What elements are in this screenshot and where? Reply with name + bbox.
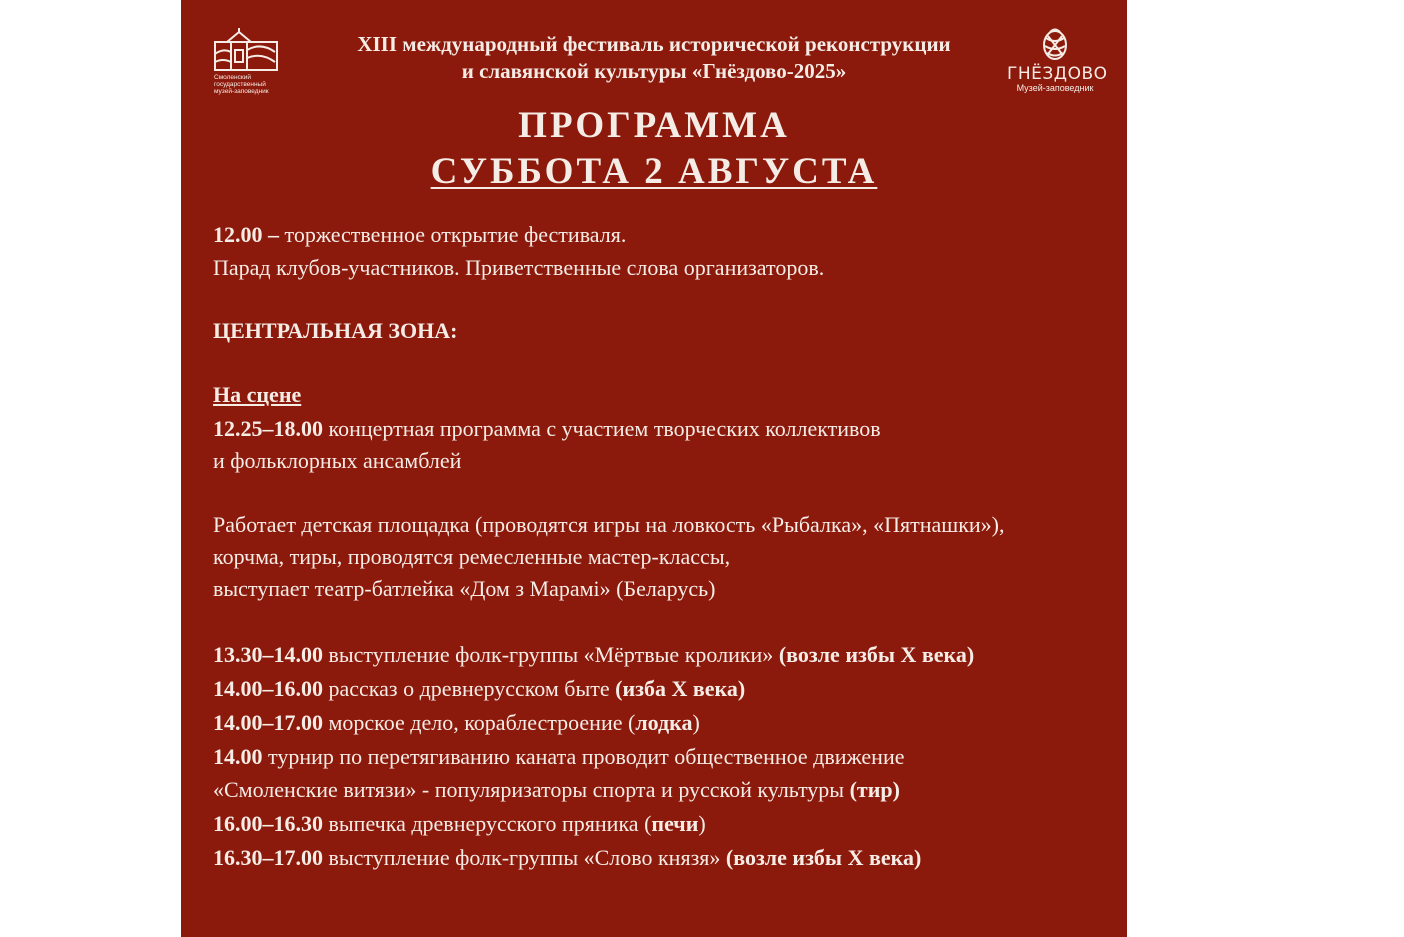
museum-building-icon [213, 28, 279, 72]
schedule-time: 13.30–14.00 [213, 642, 323, 667]
schedule-text: «Смоленские витязи» - популяризаторы спорта и русской культуры [213, 777, 850, 802]
program-poster [181, 0, 1127, 937]
program-title: ПРОГРАММА [518, 105, 790, 146]
museum-logo [211, 28, 281, 95]
stage-time: 12.25–18.00 [213, 416, 323, 441]
works-line-2: корчма, тиры, проводятся ремесленные мастер-классы, [213, 544, 731, 569]
schedule-close: ) [698, 811, 706, 836]
program-date [181, 149, 1127, 194]
festival-title [291, 31, 1017, 85]
works-line-1: Работает детская площадка (проводятся игры на ловкость «Рыбалка», «Пятнашки»), [213, 512, 1005, 537]
opening-line-2: Парад клубов-участников. Приветственные слова организаторов. [213, 255, 825, 280]
schedule-item [213, 809, 706, 839]
schedule-item [213, 674, 745, 704]
schedule-place: (изба X века) [615, 676, 746, 701]
schedule-place: (тир) [849, 777, 900, 802]
schedule-text: выступление фолк-группы «Мёртвые кролики» [323, 642, 779, 667]
stage-text: концертная программа с участием творческих коллективов [323, 416, 881, 441]
schedule-time: 16.00–16.30 [213, 811, 323, 836]
schedule-place: (возле избы X века) [778, 642, 975, 667]
gnezdovo-subtitle: Музей-заповедник [1016, 83, 1094, 93]
schedule-place: печи [651, 811, 699, 836]
schedule-place: (возле избы X века) [725, 845, 922, 870]
stage-heading: На сцене [213, 382, 302, 407]
stage-line-2: и фольклорных ансамблей [213, 448, 462, 473]
schedule-place: лодка [635, 710, 693, 735]
opening-time: 12.00 – [213, 222, 279, 247]
central-zone-heading: ЦЕНТРАЛЬНАЯ ЗОНА: [213, 318, 458, 343]
program-date-text: СУББОТА 2 АВГУСТА [430, 151, 878, 192]
schedule-time: 14.00–17.00 [213, 710, 323, 735]
schedule-text: выпечка древнерусского пряника ( [323, 811, 652, 836]
schedule-item [213, 640, 974, 670]
opening-line [213, 220, 626, 250]
works-line-3: выступает театр-батлейка «Дом з Марамі» (Беларусь) [213, 576, 716, 601]
festival-title-line2: и славянской культуры «Гнёздово-2025» [461, 59, 847, 83]
schedule-item [213, 843, 921, 873]
schedule-time: 16.30–17.00 [213, 845, 323, 870]
gnezdovo-logo [1007, 28, 1108, 94]
schedule-text: выступление фолк-группы «Слово князя» [323, 845, 726, 870]
schedule-text: турнир по перетягиванию каната проводит общественное движение [262, 744, 905, 769]
schedule-text: морское дело, кораблестроение ( [323, 710, 636, 735]
festival-title-line1: XIII международный фестиваль исторической реконструкции [357, 32, 951, 56]
schedule-time: 14.00 [213, 744, 263, 769]
schedule-time: 14.00–16.00 [213, 676, 323, 701]
gnezdovo-emblem-icon [1038, 28, 1072, 64]
schedule-item [213, 742, 905, 772]
museum-caption-3: музей-заповедник [214, 88, 269, 95]
museum-caption-1: Смоленский [214, 74, 251, 81]
museum-caption-2: государственный [214, 81, 266, 88]
schedule-close: ) [692, 710, 700, 735]
schedule-item [213, 708, 700, 738]
opening-text: торжественное открытие фестиваля. [279, 222, 627, 247]
stage-line [213, 414, 881, 444]
schedule-text: рассказ о древнерусском быте [323, 676, 616, 701]
gnezdovo-brand: ГНЁЗДОВО [1007, 64, 1108, 84]
schedule-item-continued [213, 775, 900, 805]
